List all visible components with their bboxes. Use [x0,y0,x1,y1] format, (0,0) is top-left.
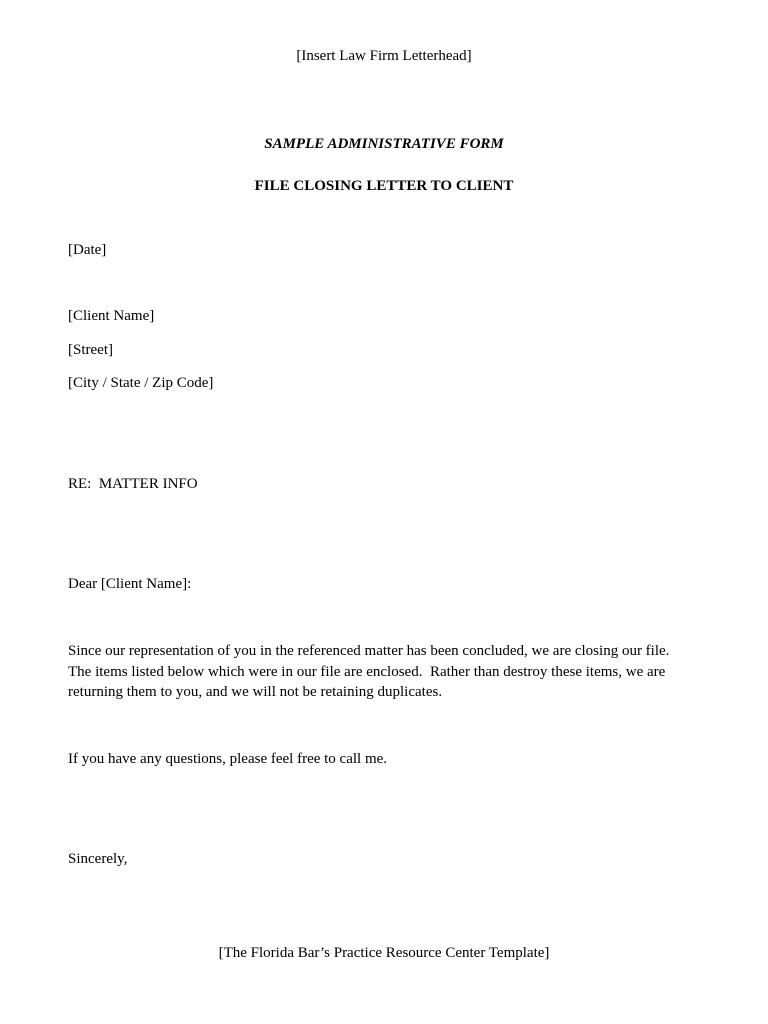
client-name-line: [Client Name] [68,308,155,324]
closing-signoff: Sincerely, [68,851,128,867]
body-paragraph-questions: If you have any questions, please feel free to call me. [68,751,388,767]
city-state-zip-line: [City / State / Zip Code] [68,375,214,391]
date-placeholder: [Date] [68,242,107,258]
re-line: RE: MATTER INFO [68,476,198,492]
template-footer: [The Florida Bar’s Practice Resource Center Template] [218,945,550,961]
body-paragraph-closing-notice: Since our representation of you in the referenced matter has been concluded, we are closing our file. The items listed below which were in our file are enclosed. Rather than destroy these items, we are returning them to you, and we will not be retaining duplicates. [68,643,677,700]
letterhead-placeholder: [Insert Law Firm Letterhead] [296,48,472,64]
street-line: [Street] [68,342,113,358]
document-title: FILE CLOSING LETTER TO CLIENT [254,178,514,194]
form-label: SAMPLE ADMINISTRATIVE FORM [264,136,504,152]
salutation: Dear [Client Name]: [68,576,192,592]
